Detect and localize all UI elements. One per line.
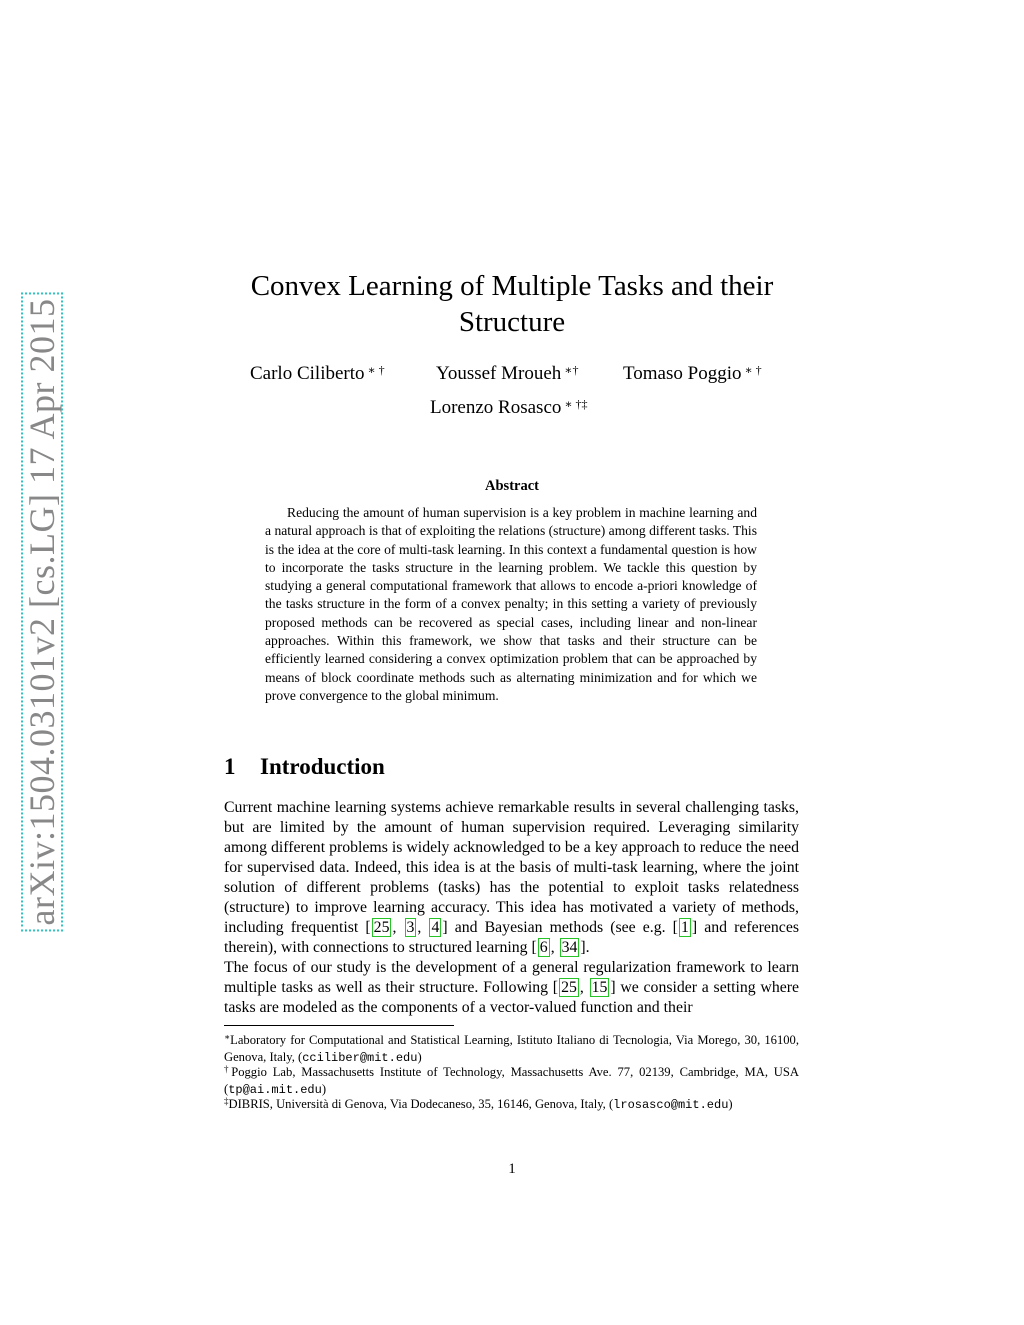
paper-title <box>222 268 802 340</box>
footnote-mark: ∗ <box>224 1032 231 1042</box>
citation-link[interactable]: 15 <box>591 979 608 996</box>
page-number: 1 <box>508 1161 516 1177</box>
section-number: 1 <box>224 754 236 779</box>
citation-link[interactable]: 1 <box>680 919 689 936</box>
footnote-mark: † <box>224 1064 232 1074</box>
arxiv-stamp[interactable]: arXiv:1504.03101v2 [cs.LG] 17 Apr 2015 <box>21 293 63 932</box>
author-ciliberto: Carlo Ciliberto ∗ † <box>250 363 385 384</box>
citation-link[interactable]: 3 <box>406 919 415 936</box>
affiliation-marks: ∗ † <box>367 363 385 377</box>
section-heading <box>224 754 385 780</box>
intro-paragraph-2: The focus of our study is the development of a general regularization framework to learn multiple tasks as well as their structure. Following [ 25 , 15 ] we consider a setting where tasks are modeled as the components of a vector-valued function and their <box>224 959 800 1016</box>
intro-paragraph-1: Current machine learning systems achieve remarkable results in several challenging tasks, but are limited by the amount of human supervision required. Leveraging similarity among different problems is widely acknowledged to be a key approach to reduce the need for supervised data. Indeed, this idea is at the basis of multi-task learning, where the joint solution of different problems (tasks) has the potential to exploit tasks relatedness (structure) to improve learning accuracy. This idea has motivated a variety of methods, including frequentist [ 25 , 3 , 4 ] and Bayesian methods (see e.g. [ 1 ] and references therein), with connections to structured learning [ 6 , 34 ]. <box>224 799 799 956</box>
author-rosasco: Lorenzo Rosasco ∗ †‡ <box>430 397 588 418</box>
author-poggio: Tomaso Poggio ∗ † <box>623 363 762 384</box>
author-mroueh: Youssef Mroueh ∗† <box>436 363 579 384</box>
title-line-2: Structure <box>458 306 566 338</box>
affiliation-marks: ∗† <box>564 363 579 377</box>
email-link[interactable]: lrosasco@mit.edu <box>613 1098 729 1112</box>
affiliation-marks: ∗ † <box>744 363 762 377</box>
abstract-text: Reducing the amount of human supervision is a key problem in machine learning and a natural approach is that of exploiting the relations (structure) among different tasks. This is the idea at the core of multi-task learning. In this context a fundamental question is how to incorporate the tasks structure in the learning problem. We tackle this question by studying a general computational framework that allows to encode a-priori knowledge of the tasks structure in the form of a convex penalty; in this setting a variety of previously proposed methods can be recovered as special cases, including linear and non-linear approaches. Within this framework, we show that tasks and their structure can be efficiently learned considering a convex optimization problem that can be approached by means of block coordinate methods such as alternating minimization and for which we prove convergence to the global minimum. <box>265 505 757 703</box>
citation-link[interactable]: 4 <box>431 919 440 936</box>
email-link[interactable]: tp@ai.mit.edu <box>228 1083 322 1097</box>
title-line-1: Convex Learning of Multiple Tasks and their <box>250 270 774 302</box>
affiliation-marks: ∗ †‡ <box>564 397 588 411</box>
abstract-heading: Abstract <box>485 478 539 494</box>
footnote-rule <box>224 1025 454 1026</box>
citation-link[interactable]: 25 <box>561 979 577 996</box>
email-link[interactable]: cciliber@mit.edu <box>302 1051 418 1065</box>
citation-link[interactable]: 6 <box>539 939 548 956</box>
citation-link[interactable]: 34 <box>561 939 578 956</box>
footnote-mark: ‡ <box>224 1096 229 1106</box>
citation-link[interactable]: 25 <box>373 919 390 936</box>
footnote-2: †Poggio Lab, Massachusetts Institute of Technology, Massachusetts Ave. 77, 02139, Cambridge, MA, USA (tp@ai.mit.edu) <box>224 1064 799 1097</box>
footnote-1: ∗Laboratory for Computational and Statistical Learning, Istituto Italiano di Tecnologia, Via Morego, 30, 16100, Genova, Italy, (cciliber@mit.edu) <box>224 1032 799 1065</box>
footnote-3: ‡DIBRIS, Università di Genova, Via Dodecaneso, 35, 16146, Genova, Italy, (lrosasco@mit.edu) <box>224 1096 733 1112</box>
section-title: Introduction <box>260 754 385 779</box>
